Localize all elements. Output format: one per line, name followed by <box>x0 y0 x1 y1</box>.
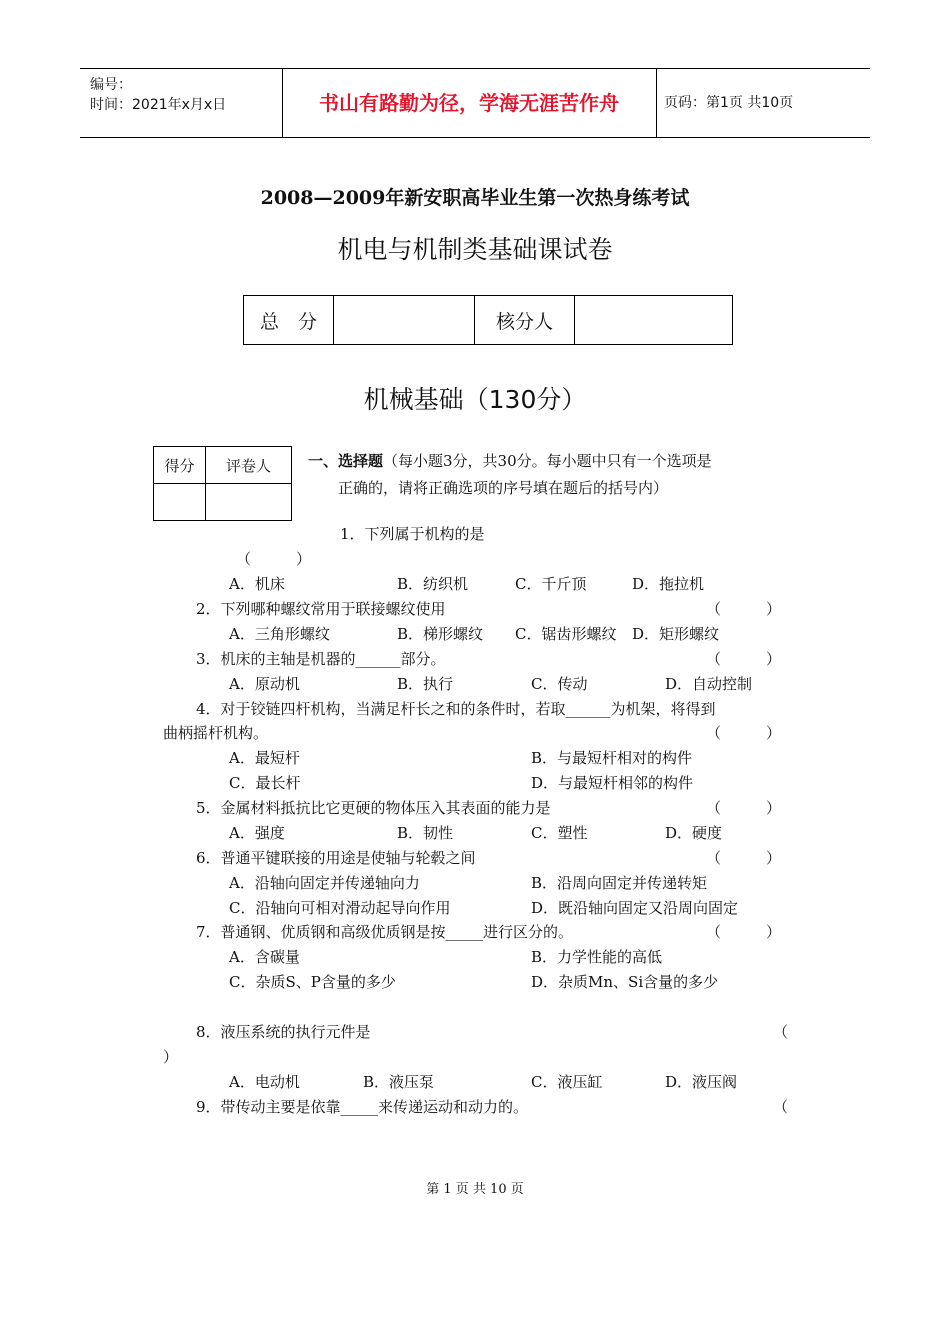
question-3-option-b: B．执行 <box>397 675 454 693</box>
question-3-answer-paren: （ ） <box>706 650 782 668</box>
question-1-option-b: B．纺织机 <box>397 575 469 593</box>
question-8-paren-open: （ <box>773 1023 789 1041</box>
part-one-title: 一、选择题 <box>308 452 384 470</box>
question-3-option-d: D．自动控制 <box>665 675 753 693</box>
question-8-option-c: C．液压缸 <box>531 1073 603 1091</box>
question-8-option-b: B．液压泵 <box>363 1073 435 1091</box>
part-one-instruction-cont: 正确的，请将正确选项的序号填在题后的括号内） <box>338 479 669 497</box>
question-3-stem: 3．机床的主轴是机器的______部分。 <box>196 650 446 668</box>
question-2-option-d: D．矩形螺纹 <box>632 625 720 643</box>
part-one-heading <box>308 448 778 502</box>
question-1-stem: 1．下列属于机构的是 <box>340 525 485 543</box>
question-2-stem: 2．下列哪种螺纹常用于联接螺纹使用 <box>196 600 446 618</box>
question-2-option-a: A．三角形螺纹 <box>229 625 330 643</box>
question-8-paren-close: ） <box>163 1048 179 1066</box>
question-6-option-a: A．沿轴向固定并传递轴向力 <box>229 874 420 892</box>
question-3-option-a: A．原动机 <box>229 675 300 693</box>
header-divider <box>656 69 657 137</box>
grader-cell <box>206 484 292 521</box>
score-table <box>243 295 733 345</box>
header-meta <box>90 75 226 115</box>
question-5-option-d: D．硬度 <box>665 824 723 842</box>
question-8-option-d: D．液压阀 <box>665 1073 738 1091</box>
total-score-cell <box>334 296 475 345</box>
total-score-label: 总 分 <box>244 296 334 345</box>
question-5-option-b: B．韧性 <box>397 824 454 842</box>
question-7-option-b: B．力学性能的高低 <box>531 948 663 966</box>
question-3-option-c: C．传动 <box>531 675 588 693</box>
question-5-stem: 5．金属材料抵抗比它更硬的物体压入其表面的能力是 <box>196 799 551 817</box>
question-8-stem: 8．液压系统的执行元件是 <box>196 1023 371 1041</box>
question-4-option-a: A．最短杆 <box>229 749 300 767</box>
question-5-option-a: A．强度 <box>229 824 285 842</box>
score-checker-label: 核分人 <box>475 296 575 345</box>
grader-table <box>153 446 292 521</box>
question-7-answer-paren: （ ） <box>706 923 782 941</box>
question-1-option-d: D．拖拉机 <box>632 575 705 593</box>
question-4-answer-paren: （ ） <box>706 724 782 742</box>
question-9-paren-open: （ <box>773 1098 789 1116</box>
question-4-option-d: D．与最短杆相邻的构件 <box>531 774 694 792</box>
header-page-info: 页码：第1页 共10页 <box>664 95 794 111</box>
question-7-option-c: C．杂质S、P含量的多少 <box>229 973 396 991</box>
header-motto: 书山有路勤为径，学海无涯苦作舟 <box>319 91 619 115</box>
page-footer: 第 1 页 共 10 页 <box>426 1182 524 1197</box>
page-header <box>80 68 870 138</box>
question-4-stem: 4．对于铰链四杆机构，当满足杆长之和的条件时，若取______为机架，将得到 <box>196 700 716 718</box>
score-checker-cell <box>575 296 733 345</box>
question-1-option-a: A．机床 <box>229 575 285 593</box>
question-2-answer-paren: （ ） <box>706 600 782 618</box>
question-2-option-c: C．锯齿形螺纹 <box>515 625 617 643</box>
question-1-option-c: C．千斤顶 <box>515 575 587 593</box>
part-one-instruction: （每小题3分，共30分。每小题中只有一个选项是 <box>383 452 712 470</box>
question-6-option-c: C．沿轴向可相对滑动起导向作用 <box>229 899 451 917</box>
question-7-option-d: D．杂质Mn、Si含量的多少 <box>531 973 719 991</box>
question-5-option-c: C．塑性 <box>531 824 588 842</box>
question-6-stem: 6．普通平键联接的用途是使轴与轮毂之间 <box>196 849 476 867</box>
question-7-option-a: A．含碳量 <box>229 948 300 966</box>
question-4-option-b: B．与最短杆相对的构件 <box>531 749 693 767</box>
date-label: 时间：2021年x月x日 <box>90 97 227 113</box>
paper-title: 机电与机制类基础课试卷 <box>337 235 613 264</box>
question-7-stem: 7．普通钢、优质钢和高级优质钢是按_____进行区分的。 <box>196 923 574 941</box>
question-9-stem: 9．带传动主要是依靠_____来传递运动和动力的。 <box>196 1098 529 1116</box>
score-label: 得分 <box>154 447 206 484</box>
grader-label: 评卷人 <box>206 447 292 484</box>
serial-label: 编号： <box>90 77 132 93</box>
exam-title: 2008—2009年新安职高毕业生第一次热身练考试 <box>260 187 690 209</box>
question-6-answer-paren: （ ） <box>706 849 782 867</box>
score-cell <box>154 484 206 521</box>
question-8-option-a: A．电动机 <box>229 1073 300 1091</box>
question-6-option-d: D．既沿轴向固定又沿周向固定 <box>531 899 739 917</box>
section-title: 机械基础（130分） <box>363 385 587 414</box>
question-4-option-c: C．最长杆 <box>229 774 301 792</box>
question-2-option-b: B．梯形螺纹 <box>397 625 484 643</box>
question-6-option-b: B．沿周向固定并传递转矩 <box>531 874 708 892</box>
question-1-answer-paren: （ ） <box>236 550 312 568</box>
question-5-answer-paren: （ ） <box>706 799 782 817</box>
question-4-stem-cont: 曲柄摇杆机构。 <box>163 724 269 742</box>
